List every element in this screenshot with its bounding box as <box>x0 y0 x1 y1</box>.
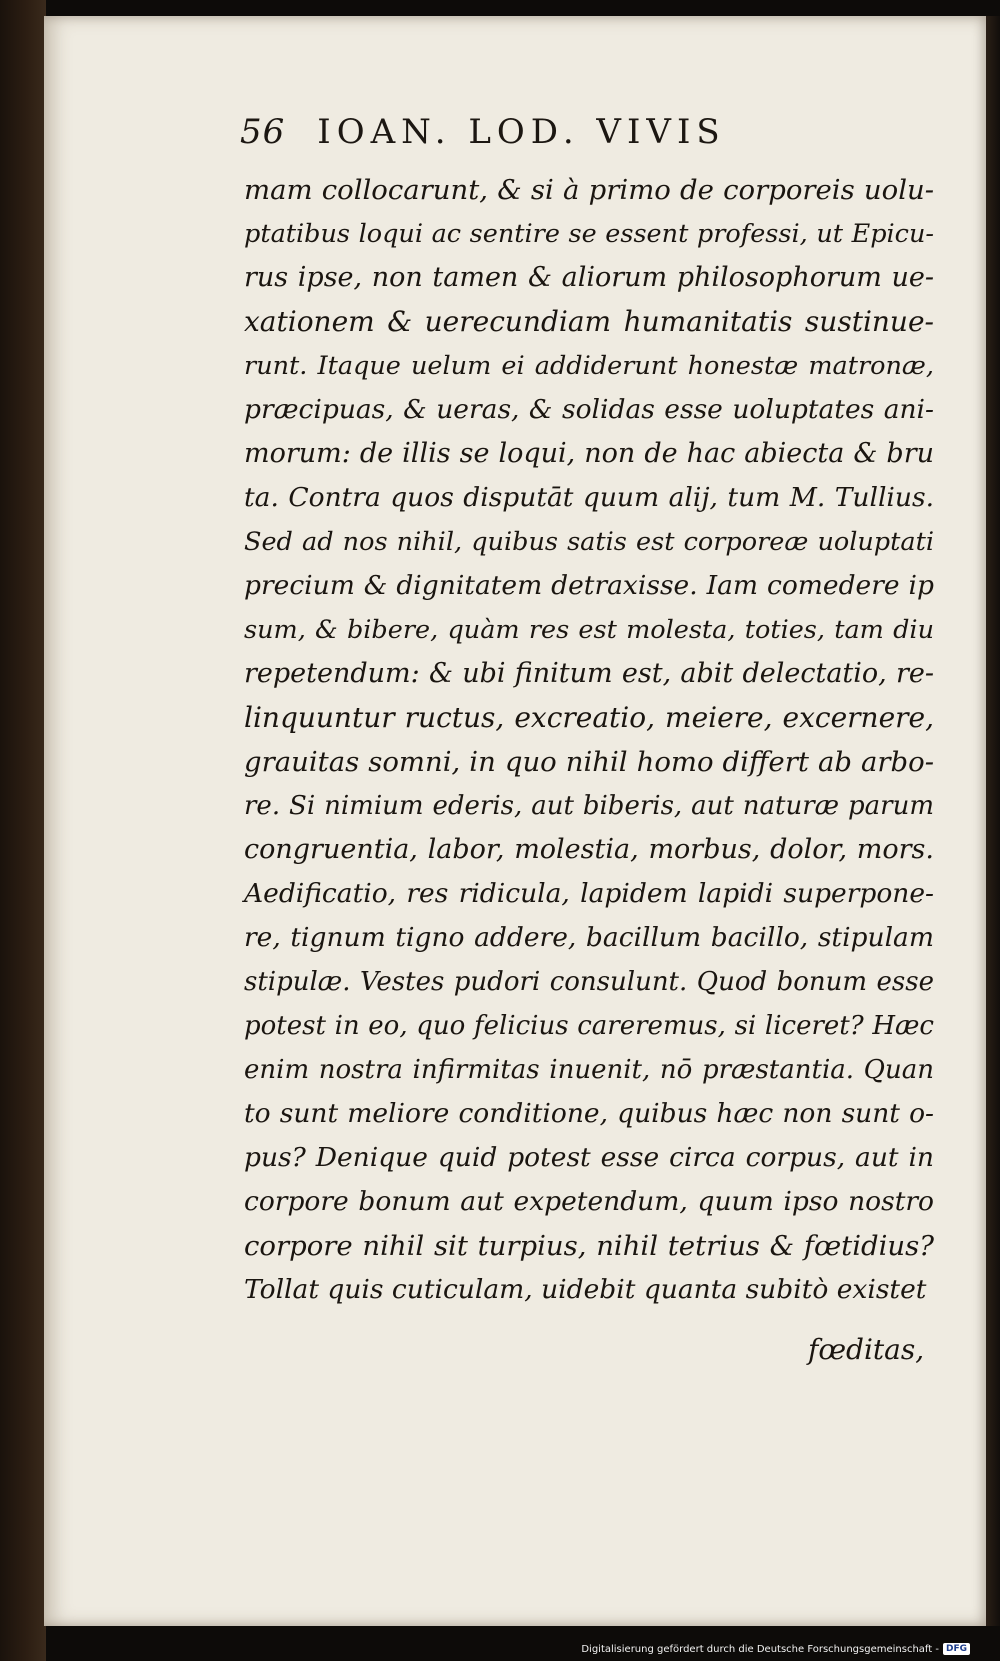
page-edge-shadow <box>986 16 1000 1626</box>
catchword: fœditas, <box>808 1333 925 1366</box>
text-line: Tollat quis cuticulam, uidebit quanta subitò existet <box>244 1274 927 1305</box>
text-line: morum: de illis se loqui, non de hac abiecta & bru <box>244 438 934 469</box>
text-line: præcipuas, & ueras, & solidas esse uoluptates ani- <box>244 394 934 425</box>
text-line: Sed ad nos nihil, quibus satis est corporeæ uoluptati <box>244 527 934 557</box>
text-line: corpore bonum aut expetendum, quum ipso nostro <box>244 1186 934 1217</box>
running-head-title: IOAN. LOD. VIVIS <box>317 112 726 152</box>
text-line: sum, & bibere, quàm res est molesta, toties, tam diu <box>244 615 934 645</box>
text-line: repetendum: & ubi finitum est, abit delectatio, re- <box>244 658 934 689</box>
body-text <box>244 168 934 1312</box>
text-line: potest in eo, quo felicius careremus, si liceret? Hæc <box>244 1011 934 1041</box>
text-line: Aedificatio, res ridicula, lapidem lapidi superpone- <box>244 878 934 909</box>
text-line: enim nostra infirmitas inuenit, nō præstantia. Quan <box>244 1055 934 1085</box>
text-line: ta. Contra quos disputāt quum alij, tum M. Tullius. <box>244 482 934 513</box>
running-head <box>240 112 840 162</box>
text-line: pus? Denique quid potest esse circa corpus, aut in <box>244 1142 934 1173</box>
text-line: runt. Itaque uelum ei addiderunt honestæ matronæ, <box>244 351 934 381</box>
credit-text: Digitalisierung gefördert durch die Deutsche Forschungsgemeinschaft - <box>581 1643 939 1655</box>
text-line: re, tignum tigno addere, bacillum bacillo, stipulam <box>244 922 934 953</box>
text-line: to sunt meliore conditione, quibus hæc non sunt o- <box>244 1098 934 1129</box>
text-line: grauitas somni, in quo nihil homo differt ab arbo- <box>244 746 934 778</box>
text-line: mam collocarunt, & si à primo de corporeis uolu- <box>244 174 934 206</box>
text-line: re. Si nimium ederis, aut biberis, aut naturæ parum <box>244 791 934 821</box>
text-line: rus ipse, non tamen & aliorum philosophorum ue- <box>244 262 934 293</box>
text-line: congruentia, labor, molestia, morbus, dolor, mors. <box>244 834 934 865</box>
digitization-credit <box>581 1640 970 1658</box>
text-line: stipulæ. Vestes pudori consulunt. Quod bonum esse <box>244 967 934 997</box>
text-line: xationem & uerecundiam humanitatis sustinue- <box>244 305 934 338</box>
text-line: ptatibus loqui ac sentire se essent professi, ut Epicu- <box>244 219 934 249</box>
dfg-logo: DFG <box>943 1643 970 1655</box>
text-line: corpore nihil sit turpius, nihil tetrius & fœtidius? <box>244 1230 934 1262</box>
text-line: linquuntur ructus, excreatio, meiere, excernere, <box>244 701 934 734</box>
text-line: precium & dignitatem detraxisse. Iam comedere ip <box>244 570 934 601</box>
book-spine-shadow <box>0 0 46 1661</box>
page-number: 56 <box>240 112 286 152</box>
